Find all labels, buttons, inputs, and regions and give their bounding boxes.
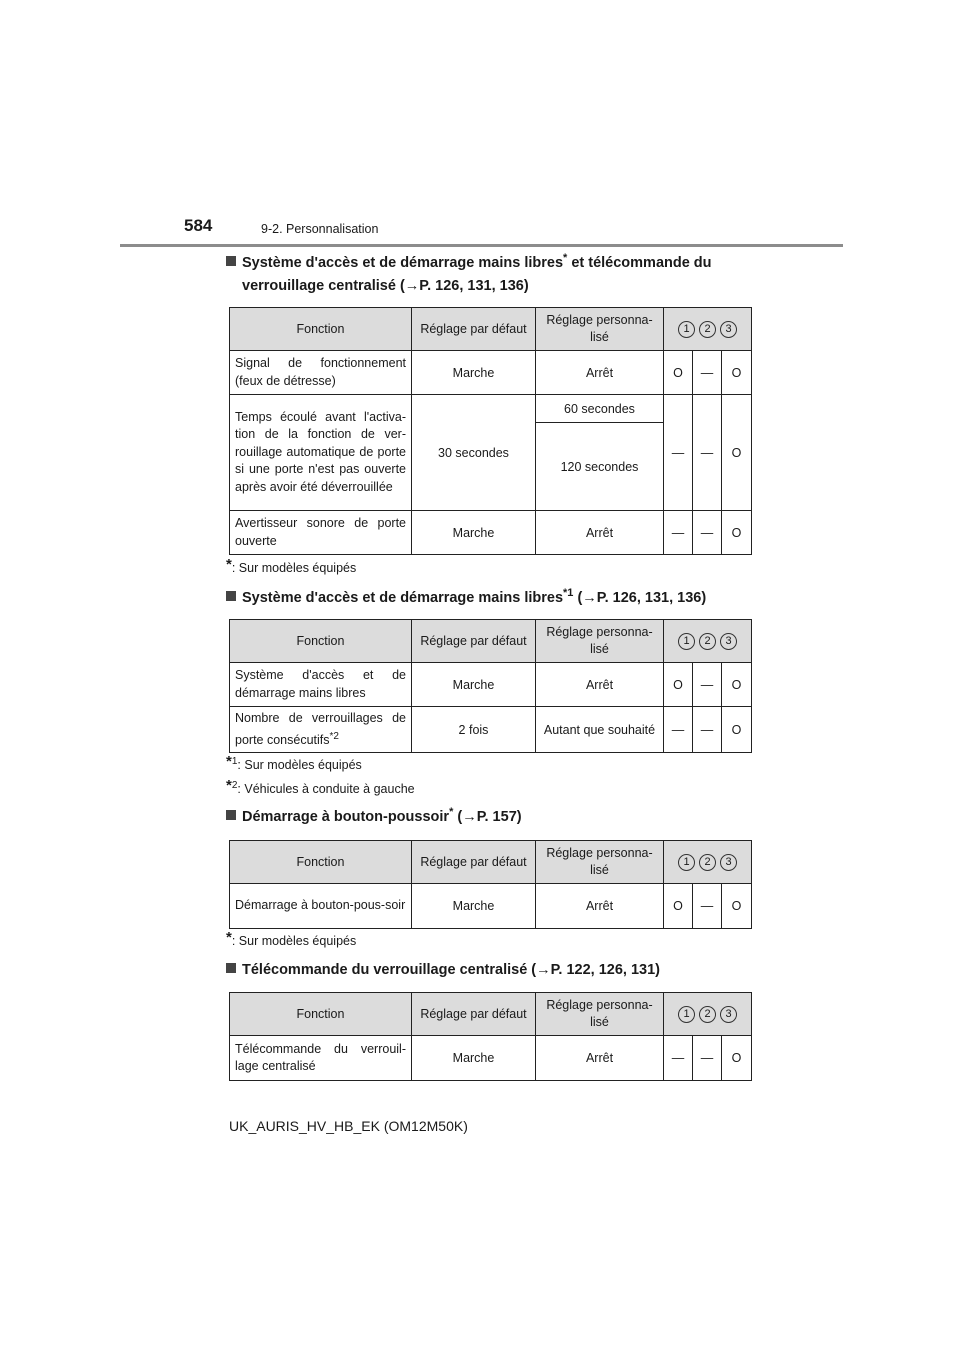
cell-mode-3: O bbox=[722, 511, 752, 555]
section-title-text: (→P. 157) bbox=[453, 809, 522, 825]
cell-function: Signal de fonctionnement (feux de détresse) bbox=[230, 351, 412, 395]
cell-default: Marche bbox=[412, 663, 536, 707]
table-row bbox=[230, 884, 752, 929]
footnote-mark: * bbox=[449, 806, 454, 819]
cell-mode-3: O bbox=[722, 1036, 752, 1081]
cell-function: Avertisseur sonore de porte ouverte bbox=[230, 511, 412, 555]
cell-function: Télécommande du verrouil-lage centralisé bbox=[230, 1036, 412, 1081]
table-row bbox=[230, 511, 752, 555]
cell-custom: Autant que souhaité bbox=[536, 707, 664, 753]
cell-function: Temps écoulé avant l'activa-tion de la fonction de ver-rouillage automatique de porte si une porte n'est pas ouverte après avoir été déverrouillée bbox=[230, 395, 412, 511]
cell-default: Marche bbox=[412, 511, 536, 555]
cell-mode-3: O bbox=[722, 707, 752, 753]
cell-custom: Arrêt bbox=[536, 884, 664, 929]
mode-1-icon: 1 bbox=[678, 633, 695, 650]
section-title-text: Télécommande du verrouillage centralisé (→P. 122, 126, 131) bbox=[242, 962, 661, 978]
chapter-title: 9-2. Personnalisation bbox=[261, 222, 379, 236]
footnote-mark: *2 bbox=[329, 730, 339, 742]
mode-3-icon: 3 bbox=[720, 1006, 737, 1023]
cell-mode-2: — bbox=[693, 511, 722, 555]
col-header-function: Fonction bbox=[230, 993, 412, 1036]
footnote-2a bbox=[226, 753, 362, 772]
col-header-default: Réglage par défaut bbox=[412, 308, 536, 351]
section-title-text: et télécommande du bbox=[567, 255, 712, 271]
col-header-modes bbox=[664, 620, 752, 663]
square-bullet-icon bbox=[226, 256, 236, 266]
footnote-number: 2 bbox=[231, 779, 238, 791]
cell-default: 30 secondes bbox=[412, 395, 536, 511]
page-number: 584 bbox=[184, 216, 213, 235]
footnote-text: : Sur modèles équipés bbox=[231, 561, 357, 575]
cell-mode-3: O bbox=[722, 663, 752, 707]
square-bullet-icon bbox=[226, 591, 236, 601]
mode-3-icon: 3 bbox=[720, 633, 737, 650]
settings-table-2 bbox=[229, 619, 752, 753]
mode-1-icon: 1 bbox=[678, 854, 695, 871]
section-title-line2: verrouillage centralisé (→P. 126, 131, 136) bbox=[242, 278, 529, 294]
cell-custom: 120 secondes bbox=[536, 423, 664, 511]
square-bullet-icon bbox=[226, 963, 236, 973]
footnote-mark: * bbox=[563, 252, 568, 265]
cell-mode-1: — bbox=[664, 707, 693, 753]
cell-mode-2: — bbox=[693, 395, 722, 511]
settings-table-4 bbox=[229, 992, 752, 1081]
cell-mode-1: — bbox=[664, 395, 693, 511]
table-row bbox=[230, 395, 752, 423]
footnote-3 bbox=[226, 929, 357, 948]
table-row bbox=[230, 351, 752, 395]
cell-default: Marche bbox=[412, 884, 536, 929]
cell-mode-2: — bbox=[693, 707, 722, 753]
section-title-text: Système d'accès et de démarrage mains libres bbox=[242, 255, 564, 271]
col-header-modes bbox=[664, 993, 752, 1036]
col-header-function: Fonction bbox=[230, 620, 412, 663]
cell-custom: Arrêt bbox=[536, 511, 664, 555]
footnote-mark: * bbox=[226, 753, 232, 770]
col-header-custom: Réglage personna-lisé bbox=[536, 993, 664, 1036]
section-title-text: Démarrage à bouton-poussoir bbox=[242, 809, 450, 825]
mode-2-icon: 2 bbox=[699, 633, 716, 650]
footnote-text: : Sur modèles équipés bbox=[231, 934, 357, 948]
square-bullet-icon bbox=[226, 810, 236, 820]
cell-mode-2: — bbox=[693, 663, 722, 707]
table-row bbox=[230, 707, 752, 753]
cell-mode-2: — bbox=[693, 884, 722, 929]
footnote-mark: * bbox=[226, 556, 232, 573]
cell-mode-1: — bbox=[664, 511, 693, 555]
cell-function-text: Nombre de verrouillages de porte consécutifs bbox=[235, 711, 406, 747]
cell-mode-2: — bbox=[693, 351, 722, 395]
cell-mode-3: O bbox=[722, 884, 752, 929]
cell-custom: Arrêt bbox=[536, 663, 664, 707]
footnote-number: 1 bbox=[231, 755, 238, 767]
cell-mode-1: — bbox=[664, 1036, 693, 1081]
mode-3-icon: 3 bbox=[720, 321, 737, 338]
footnote-text: : Sur modèles équipés bbox=[237, 758, 362, 772]
col-header-function: Fonction bbox=[230, 841, 412, 884]
section-title-text: (→P. 126, 131, 136) bbox=[573, 590, 707, 606]
col-header-default: Réglage par défaut bbox=[412, 841, 536, 884]
col-header-custom: Réglage personna-lisé bbox=[536, 308, 664, 351]
document-footer: UK_AURIS_HV_HB_EK (OM12M50K) bbox=[229, 1118, 468, 1134]
section-title-text: Système d'accès et de démarrage mains libres bbox=[242, 590, 564, 606]
cell-function: Démarrage à bouton-pous-soir bbox=[230, 884, 412, 929]
col-header-function: Fonction bbox=[230, 308, 412, 351]
cell-custom: Arrêt bbox=[536, 1036, 664, 1081]
header-rule bbox=[120, 244, 843, 247]
table-row bbox=[230, 1036, 752, 1081]
section-title-2 bbox=[226, 587, 706, 610]
footnote-mark: * bbox=[226, 929, 232, 946]
cell-mode-3: O bbox=[722, 395, 752, 511]
cell-custom: Arrêt bbox=[536, 351, 664, 395]
cell-function: Système d'accès et de démarrage mains libres bbox=[230, 663, 412, 707]
footnote-text: : Véhicules à conduite à gauche bbox=[237, 782, 415, 796]
cell-default: Marche bbox=[412, 1036, 536, 1081]
col-header-default: Réglage par défaut bbox=[412, 993, 536, 1036]
section-title-4 bbox=[226, 959, 660, 982]
cell-mode-1: O bbox=[664, 663, 693, 707]
col-header-modes bbox=[664, 841, 752, 884]
cell-function bbox=[230, 707, 412, 753]
col-header-custom: Réglage personna-lisé bbox=[536, 841, 664, 884]
mode-2-icon: 2 bbox=[699, 321, 716, 338]
cell-default: 2 fois bbox=[412, 707, 536, 753]
cell-default: Marche bbox=[412, 351, 536, 395]
settings-table-1 bbox=[229, 307, 752, 555]
cell-mode-3: O bbox=[722, 351, 752, 395]
cell-custom: 60 secondes bbox=[536, 395, 664, 423]
table-row bbox=[230, 663, 752, 707]
footnote-1 bbox=[226, 556, 357, 575]
mode-2-icon: 2 bbox=[699, 854, 716, 871]
mode-1-icon: 1 bbox=[678, 1006, 695, 1023]
col-header-custom: Réglage personna-lisé bbox=[536, 620, 664, 663]
section-title-1 bbox=[226, 252, 712, 298]
footnote-mark: * bbox=[226, 777, 232, 794]
footnote-mark: *1 bbox=[563, 587, 574, 600]
mode-2-icon: 2 bbox=[699, 1006, 716, 1023]
cell-mode-1: O bbox=[664, 884, 693, 929]
col-header-modes bbox=[664, 308, 752, 351]
col-header-default: Réglage par défaut bbox=[412, 620, 536, 663]
cell-mode-2: — bbox=[693, 1036, 722, 1081]
settings-table-3 bbox=[229, 840, 752, 929]
section-title-3 bbox=[226, 806, 522, 829]
cell-mode-1: O bbox=[664, 351, 693, 395]
mode-1-icon: 1 bbox=[678, 321, 695, 338]
footnote-2b bbox=[226, 777, 415, 796]
mode-3-icon: 3 bbox=[720, 854, 737, 871]
